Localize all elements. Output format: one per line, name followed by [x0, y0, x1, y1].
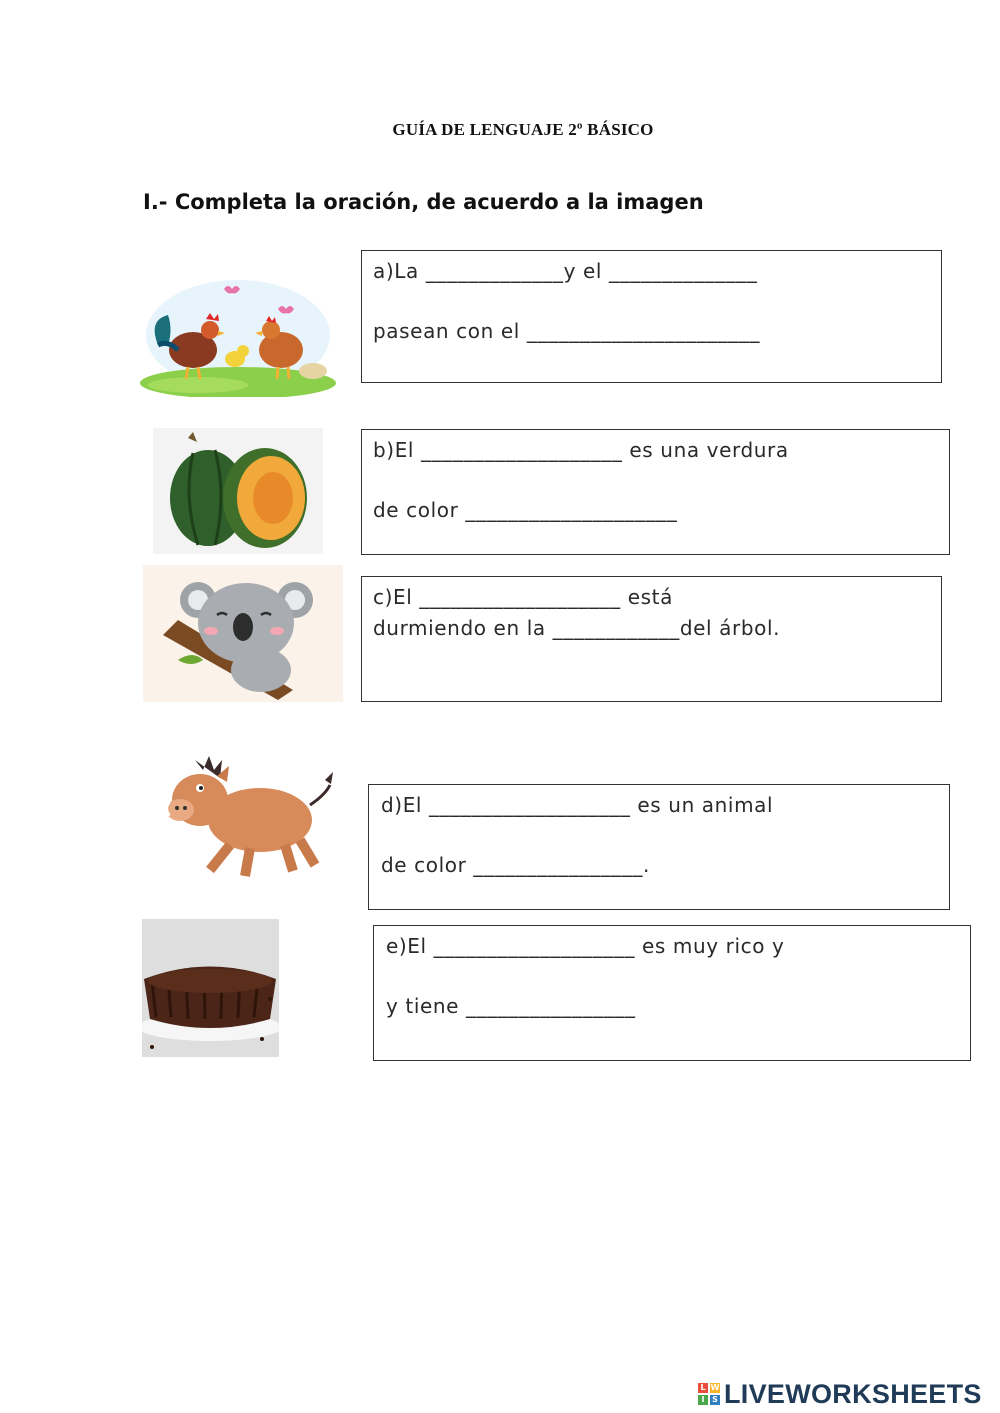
hens-and-rooster-icon [138, 275, 338, 397]
exercise-c-line1: c)El ___________________ está [373, 585, 673, 609]
koala-icon [143, 565, 343, 702]
liveworksheets-logo [698, 1378, 982, 1410]
page-title: GUÍA DE LENGUAJE 2º BÁSICO [392, 120, 654, 139]
exercise-b-line1: b)El ___________________ es una verdura [373, 438, 789, 462]
logo-brand-text: LIVEWORKSHEETS [724, 1378, 982, 1409]
exercise-c-line2: durmiendo en la ____________del árbol. [373, 616, 781, 640]
exercise-a-line1: a)La _____________y el ______________ [373, 259, 758, 283]
exercise-d-line1: d)El ___________________ es un animal [381, 793, 774, 817]
section-instruction: I.- Completa la oración, de acuerdo a la imagen [143, 190, 704, 214]
exercise-e-line1: e)El ___________________ es muy rico y [386, 934, 785, 958]
exercise-b-line2: de color ____________________ [373, 498, 678, 522]
exercise-e-line2: y tiene ________________ [386, 994, 636, 1018]
chocolate-cake-icon [142, 919, 279, 1057]
exercise-d-line2: de color ________________. [381, 853, 650, 877]
logo-grid-icon: L W I S [698, 1383, 720, 1405]
boar-icon [155, 750, 335, 882]
pumpkin-icon [153, 428, 323, 554]
exercise-a-line2: pasean con el ______________________ [373, 319, 761, 343]
